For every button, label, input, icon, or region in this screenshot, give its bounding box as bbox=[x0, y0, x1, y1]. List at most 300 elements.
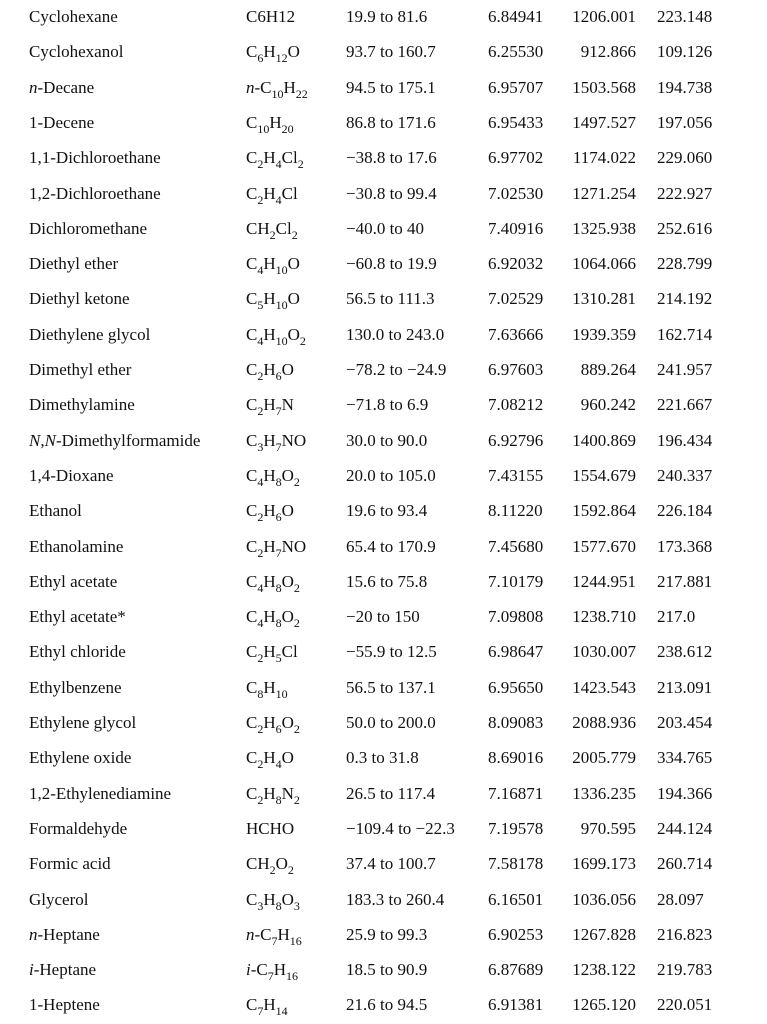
subscript-text: 20 bbox=[281, 121, 294, 136]
text-segment: C bbox=[246, 748, 258, 768]
text-segment: O bbox=[287, 324, 300, 344]
subscript-text: 16 bbox=[286, 969, 299, 984]
text-segment: O bbox=[281, 713, 294, 732]
text-segment: Dimethylamine bbox=[29, 395, 135, 415]
table-row bbox=[0, 671, 767, 705]
compound-name-cell bbox=[29, 395, 135, 415]
constant-a-cell: 7.43155 bbox=[488, 465, 544, 485]
table-row bbox=[0, 424, 767, 458]
constant-b-cell: 1238.122 bbox=[572, 960, 636, 980]
text-segment: Ethanol bbox=[29, 501, 82, 521]
compound-name-cell bbox=[29, 42, 123, 62]
formula-cell bbox=[246, 395, 294, 419]
text-segment: NO bbox=[281, 430, 307, 450]
constant-b-cell: 1497.527 bbox=[572, 112, 636, 132]
text-segment: C bbox=[246, 571, 258, 591]
constant-a-cell: 8.09083 bbox=[488, 713, 544, 732]
table-row bbox=[0, 530, 767, 564]
text-segment: Ethyl acetate* bbox=[29, 607, 126, 627]
subscript-text: 7 bbox=[275, 404, 282, 419]
constant-b-cell: 1939.359 bbox=[572, 324, 636, 344]
constant-a-cell: 7.09808 bbox=[488, 607, 544, 627]
subscript-text: 2 bbox=[297, 157, 304, 172]
text-segment: O bbox=[287, 254, 300, 274]
text-segment: O bbox=[281, 465, 294, 485]
constant-a-cell: 7.08212 bbox=[488, 395, 544, 415]
text-segment: H bbox=[283, 77, 296, 97]
compound-name-cell bbox=[29, 254, 118, 274]
subscript-text: 2 bbox=[257, 510, 264, 525]
temperature-range-cell: 56.5 to 137.1 bbox=[346, 677, 436, 697]
table-row bbox=[0, 282, 767, 316]
text-segment: C bbox=[246, 995, 258, 1015]
text-segment: Cyclohexanol bbox=[29, 42, 124, 62]
text-segment: H bbox=[263, 42, 276, 62]
subscript-text: 8 bbox=[275, 616, 282, 631]
text-segment: O bbox=[281, 501, 294, 521]
text-segment: 1-Heptene bbox=[29, 995, 100, 1015]
temperature-range-cell: −55.9 to 12.5 bbox=[346, 642, 437, 662]
constant-a-cell: 8.69016 bbox=[488, 748, 544, 768]
constant-b-cell: 1244.951 bbox=[572, 571, 636, 591]
subscript-text: 6 bbox=[275, 369, 282, 383]
formula-cell bbox=[246, 77, 308, 101]
constant-c-cell: 173.368 bbox=[657, 536, 713, 556]
formula-cell bbox=[246, 324, 306, 348]
text-segment: N,N bbox=[29, 430, 56, 450]
constant-a-cell: 6.84941 bbox=[488, 7, 544, 26]
formula-cell bbox=[246, 607, 300, 631]
constant-a-cell: 7.45680 bbox=[488, 536, 544, 556]
subscript-text: 8 bbox=[275, 792, 282, 807]
temperature-range-cell: 19.6 to 93.4 bbox=[346, 501, 428, 521]
constant-c-cell: 197.056 bbox=[657, 112, 713, 132]
text-segment: C bbox=[246, 607, 258, 627]
subscript-text: 10 bbox=[275, 333, 288, 348]
table-row bbox=[0, 741, 767, 775]
subscript-text: 7 bbox=[267, 969, 274, 984]
subscript-text: 7 bbox=[257, 1004, 264, 1019]
temperature-range-cell: 56.5 to 111.3 bbox=[346, 289, 435, 309]
text-segment: C bbox=[246, 324, 258, 344]
text-segment: C6H12 bbox=[246, 7, 296, 26]
text-segment: H bbox=[263, 148, 276, 168]
constant-b-cell: 1064.066 bbox=[572, 254, 636, 274]
table-row bbox=[0, 71, 767, 105]
constant-a-cell: 7.10179 bbox=[488, 571, 544, 591]
constant-c-cell: 217.881 bbox=[657, 571, 713, 591]
text-segment: H bbox=[263, 324, 276, 344]
temperature-range-cell: 94.5 to 175.1 bbox=[346, 77, 436, 97]
text-segment: 1-Decene bbox=[29, 112, 95, 132]
text-segment: O bbox=[281, 360, 294, 379]
temperature-range-cell: 30.0 to 90.0 bbox=[346, 430, 428, 450]
text-segment: H bbox=[263, 360, 276, 379]
constant-b-cell: 2088.936 bbox=[572, 713, 636, 732]
text-segment: -Heptane bbox=[33, 960, 97, 980]
text-segment: i bbox=[246, 960, 251, 980]
constant-c-cell: 221.667 bbox=[657, 395, 713, 415]
formula-cell bbox=[246, 536, 307, 560]
compound-name-cell bbox=[29, 925, 100, 945]
subscript-text: 4 bbox=[275, 157, 282, 172]
subscript-text: 2 bbox=[293, 792, 300, 807]
text-segment: H bbox=[263, 430, 276, 450]
text-segment: O bbox=[287, 289, 300, 309]
text-segment: H bbox=[263, 642, 276, 662]
constant-c-cell: 252.616 bbox=[657, 218, 713, 238]
compound-name-cell bbox=[29, 784, 171, 804]
text-segment: -Decane bbox=[37, 77, 95, 97]
text-segment: H bbox=[263, 748, 276, 768]
constant-a-cell: 6.98647 bbox=[488, 642, 544, 662]
subscript-text: 2 bbox=[257, 545, 264, 560]
text-segment: -Heptane bbox=[37, 924, 100, 944]
formula-cell bbox=[246, 677, 288, 701]
text-segment: Cl bbox=[281, 183, 298, 203]
compound-name-cell bbox=[29, 360, 131, 380]
subscript-text: 2 bbox=[257, 192, 264, 207]
text-segment: Diethylene glycol bbox=[29, 324, 151, 344]
constant-a-cell: 7.63666 bbox=[488, 324, 544, 344]
subscript-text: 8 bbox=[275, 474, 282, 489]
text-segment: H bbox=[269, 112, 282, 132]
temperature-range-cell: 20.0 to 105.0 bbox=[346, 465, 436, 485]
constant-c-cell: 214.192 bbox=[657, 289, 713, 309]
subscript-text: 8 bbox=[275, 580, 282, 595]
formula-cell bbox=[246, 889, 300, 913]
constant-b-cell: 1699.173 bbox=[572, 854, 636, 874]
temperature-range-cell: −71.8 to 6.9 bbox=[346, 395, 429, 415]
constant-c-cell: 216.823 bbox=[657, 924, 713, 944]
text-segment: Cl bbox=[281, 148, 298, 168]
text-segment: Diethyl ketone bbox=[29, 289, 130, 309]
compound-name-cell bbox=[29, 289, 130, 309]
subscript-text: 4 bbox=[275, 757, 282, 772]
formula-cell bbox=[246, 289, 300, 313]
table-row bbox=[0, 565, 767, 599]
table-row bbox=[0, 635, 767, 669]
temperature-range-cell: −20 to 150 bbox=[346, 607, 420, 627]
subscript-text: 10 bbox=[275, 263, 288, 278]
subscript-text: 2 bbox=[257, 369, 264, 383]
compound-name-cell bbox=[29, 184, 161, 204]
formula-cell bbox=[246, 713, 300, 736]
formula-cell bbox=[246, 642, 298, 666]
subscript-text: 2 bbox=[293, 616, 300, 631]
constant-a-cell: 7.40916 bbox=[488, 218, 544, 238]
subscript-text: 5 bbox=[275, 651, 282, 666]
constant-b-cell: 1030.007 bbox=[572, 642, 636, 662]
constant-c-cell: 244.124 bbox=[657, 818, 713, 838]
text-segment: H bbox=[263, 571, 276, 591]
compound-name-cell bbox=[29, 854, 111, 874]
constant-c-cell: 203.454 bbox=[657, 713, 713, 732]
text-segment: -C bbox=[254, 924, 272, 944]
text-segment: Ethylene glycol bbox=[29, 713, 137, 732]
subscript-text: 4 bbox=[257, 333, 264, 348]
constant-b-cell: 1310.281 bbox=[572, 289, 636, 309]
constant-c-cell: 334.765 bbox=[657, 748, 713, 768]
subscript-text: 2 bbox=[257, 722, 264, 736]
text-segment: C bbox=[246, 42, 258, 62]
compound-name-cell bbox=[29, 113, 94, 133]
constant-b-cell: 1267.828 bbox=[572, 924, 636, 944]
table-row bbox=[0, 777, 767, 811]
constant-b-cell: 1271.254 bbox=[572, 183, 636, 203]
text-segment: n bbox=[29, 924, 38, 944]
text-segment: Cyclohexane bbox=[29, 7, 118, 26]
compound-name-cell bbox=[29, 78, 94, 98]
temperature-range-cell: 86.8 to 171.6 bbox=[346, 112, 436, 132]
constant-a-cell: 6.87689 bbox=[488, 960, 544, 980]
subscript-text: 8 bbox=[275, 898, 282, 913]
subscript-text: 10 bbox=[275, 686, 288, 701]
text-segment: C bbox=[246, 395, 258, 415]
constant-c-cell: 217.0 bbox=[657, 607, 696, 627]
formula-cell bbox=[246, 254, 300, 278]
text-segment: Ethylbenzene bbox=[29, 677, 122, 697]
text-segment: i bbox=[29, 960, 34, 980]
temperature-range-cell: −109.4 to −22.3 bbox=[346, 818, 455, 838]
subscript-text: 8 bbox=[257, 686, 264, 701]
text-segment: H bbox=[263, 995, 276, 1015]
text-segment: CH bbox=[246, 854, 270, 874]
constant-c-cell: 213.091 bbox=[657, 677, 713, 697]
table-row bbox=[0, 459, 767, 493]
constant-b-cell: 1400.869 bbox=[572, 430, 636, 450]
subscript-text: 4 bbox=[257, 474, 264, 489]
compound-name-cell bbox=[29, 7, 118, 27]
text-segment: O bbox=[275, 854, 288, 874]
text-segment: n bbox=[246, 924, 255, 944]
temperature-range-cell: 93.7 to 160.7 bbox=[346, 42, 436, 62]
compound-name-cell bbox=[29, 325, 150, 345]
temperature-range-cell: −60.8 to 19.9 bbox=[346, 254, 437, 274]
constant-b-cell: 1423.543 bbox=[572, 677, 636, 697]
compound-name-cell bbox=[29, 572, 117, 592]
constant-a-cell: 6.95650 bbox=[488, 677, 544, 697]
temperature-range-cell: 130.0 to 243.0 bbox=[346, 324, 445, 344]
text-segment: C bbox=[246, 713, 258, 732]
constant-c-cell: 109.126 bbox=[657, 42, 713, 62]
subscript-text: 2 bbox=[257, 157, 264, 172]
table-row bbox=[0, 918, 767, 952]
formula-cell bbox=[246, 218, 298, 242]
table-row bbox=[0, 141, 767, 175]
subscript-text: 7 bbox=[275, 439, 282, 454]
text-segment: Dimethyl ether bbox=[29, 360, 132, 379]
text-segment: H bbox=[277, 924, 290, 944]
table-row bbox=[0, 0, 767, 34]
constant-b-cell: 1577.670 bbox=[572, 536, 636, 556]
constant-a-cell: 6.95707 bbox=[488, 77, 544, 97]
subscript-text: 4 bbox=[257, 263, 264, 278]
subscript-text: 2 bbox=[257, 651, 264, 666]
subscript-text: 2 bbox=[257, 757, 264, 772]
text-segment: H bbox=[263, 713, 276, 732]
formula-cell bbox=[246, 924, 302, 948]
constant-c-cell: 223.148 bbox=[657, 7, 713, 26]
subscript-text: 2 bbox=[293, 722, 300, 736]
constant-b-cell: 1592.864 bbox=[572, 501, 636, 521]
table-row bbox=[0, 988, 767, 1022]
formula-cell bbox=[246, 148, 304, 172]
temperature-range-cell: 18.5 to 90.9 bbox=[346, 960, 428, 980]
table-row bbox=[0, 600, 767, 634]
text-segment: O bbox=[281, 889, 294, 909]
constant-b-cell: 912.866 bbox=[580, 42, 636, 62]
text-segment: H bbox=[263, 183, 276, 203]
table-row bbox=[0, 353, 767, 387]
compound-name-cell bbox=[29, 713, 136, 733]
compound-name-cell bbox=[29, 466, 114, 486]
text-segment: H bbox=[263, 889, 276, 909]
text-segment: C bbox=[246, 889, 258, 909]
formula-cell bbox=[246, 819, 294, 839]
constant-c-cell: 226.184 bbox=[657, 501, 713, 521]
formula-cell bbox=[246, 995, 288, 1019]
constant-c-cell: 194.366 bbox=[657, 783, 713, 803]
subscript-text: 6 bbox=[275, 722, 282, 736]
subscript-text: 22 bbox=[295, 86, 308, 101]
text-segment: Ethanolamine bbox=[29, 536, 124, 556]
constant-b-cell: 1036.056 bbox=[572, 889, 636, 909]
text-segment: O bbox=[281, 748, 294, 768]
compound-name-cell bbox=[29, 642, 126, 662]
text-segment: H bbox=[263, 289, 276, 309]
constant-a-cell: 6.97603 bbox=[488, 360, 544, 379]
formula-cell bbox=[246, 7, 295, 27]
text-segment: n bbox=[246, 77, 255, 97]
constant-b-cell: 970.595 bbox=[580, 818, 636, 838]
temperature-range-cell: 26.5 to 117.4 bbox=[346, 783, 436, 803]
text-segment: O bbox=[281, 607, 294, 627]
text-segment: Ethyl chloride bbox=[29, 642, 126, 662]
table-row bbox=[0, 212, 767, 246]
subscript-text: 10 bbox=[271, 86, 284, 101]
formula-cell bbox=[246, 183, 298, 207]
compound-name-cell bbox=[29, 819, 127, 839]
text-segment: H bbox=[263, 607, 276, 627]
table-row bbox=[0, 318, 767, 352]
constant-c-cell: 222.927 bbox=[657, 183, 713, 203]
constant-c-cell: 240.337 bbox=[657, 465, 713, 485]
constant-c-cell: 220.051 bbox=[657, 995, 713, 1015]
subscript-text: 2 bbox=[299, 333, 306, 348]
subscript-text: 2 bbox=[293, 580, 300, 595]
constant-a-cell: 6.90253 bbox=[488, 924, 544, 944]
constant-a-cell: 6.95433 bbox=[488, 112, 544, 132]
constant-b-cell: 1174.022 bbox=[572, 148, 636, 168]
temperature-range-cell: 50.0 to 200.0 bbox=[346, 713, 436, 732]
subscript-text: 2 bbox=[291, 227, 298, 242]
table-row bbox=[0, 847, 767, 881]
constant-c-cell: 196.434 bbox=[657, 430, 713, 450]
formula-cell bbox=[246, 783, 300, 807]
constant-b-cell: 1238.710 bbox=[572, 607, 636, 627]
text-segment: -C bbox=[250, 960, 268, 980]
constant-b-cell: 1554.679 bbox=[572, 465, 636, 485]
compound-name-cell bbox=[29, 678, 122, 698]
text-segment: H bbox=[263, 677, 276, 697]
text-segment: C bbox=[246, 677, 258, 697]
temperature-range-cell: −78.2 to −24.9 bbox=[346, 360, 447, 379]
text-segment: Cl bbox=[281, 642, 298, 662]
constant-a-cell: 7.19578 bbox=[488, 818, 544, 838]
temperature-range-cell: −38.8 to 17.6 bbox=[346, 148, 437, 168]
compound-name-cell bbox=[29, 148, 161, 168]
text-segment: C bbox=[246, 148, 258, 168]
temperature-range-cell: 15.6 to 75.8 bbox=[346, 571, 428, 591]
constant-a-cell: 7.02530 bbox=[488, 183, 544, 203]
constant-a-cell: 6.91381 bbox=[488, 995, 544, 1015]
text-segment: Dichloromethane bbox=[29, 218, 148, 238]
compound-name-cell bbox=[29, 431, 200, 451]
formula-cell bbox=[246, 360, 294, 383]
table-row bbox=[0, 494, 767, 528]
constant-a-cell: 8.11220 bbox=[488, 501, 543, 521]
subscript-text: 5 bbox=[257, 298, 264, 313]
formula-cell bbox=[246, 430, 307, 454]
subscript-text: 3 bbox=[257, 439, 264, 454]
formula-cell bbox=[246, 854, 294, 878]
temperature-range-cell: 65.4 to 170.9 bbox=[346, 536, 436, 556]
constant-c-cell: 194.738 bbox=[657, 77, 713, 97]
subscript-text: 12 bbox=[275, 51, 288, 66]
text-segment: HCHO bbox=[246, 818, 295, 838]
temperature-range-cell: −40.0 to 40 bbox=[346, 218, 425, 238]
subscript-text: 2 bbox=[293, 474, 300, 489]
table-row bbox=[0, 35, 767, 69]
temperature-range-cell: −30.8 to 99.4 bbox=[346, 183, 437, 203]
subscript-text: 7 bbox=[271, 933, 278, 948]
table-row bbox=[0, 106, 767, 140]
text-segment: Ethylene oxide bbox=[29, 748, 132, 768]
subscript-text: 6 bbox=[275, 510, 282, 525]
text-segment: C bbox=[246, 501, 258, 521]
text-segment: O bbox=[281, 571, 294, 591]
constant-a-cell: 7.02529 bbox=[488, 289, 544, 309]
constant-a-cell: 6.25530 bbox=[488, 42, 544, 62]
compound-name-cell bbox=[29, 537, 123, 557]
text-segment: NO bbox=[281, 536, 307, 556]
text-segment: Glycerol bbox=[29, 889, 89, 909]
constant-c-cell: 219.783 bbox=[657, 960, 713, 980]
temperature-range-cell: 183.3 to 260.4 bbox=[346, 889, 445, 909]
compound-name-cell bbox=[29, 995, 100, 1015]
constant-a-cell: 6.97702 bbox=[488, 148, 544, 168]
text-segment: C bbox=[246, 465, 258, 485]
text-segment: H bbox=[263, 783, 276, 803]
constant-c-cell: 162.714 bbox=[657, 324, 713, 344]
text-segment: C bbox=[246, 430, 258, 450]
text-segment: H bbox=[263, 254, 276, 274]
text-segment: Formaldehyde bbox=[29, 818, 128, 838]
compound-name-cell bbox=[29, 607, 126, 627]
subscript-text: 10 bbox=[275, 298, 288, 313]
formula-cell bbox=[246, 112, 294, 136]
subscript-text: 14 bbox=[275, 1004, 288, 1019]
constant-a-cell: 7.58178 bbox=[488, 854, 544, 874]
subscript-text: 4 bbox=[257, 580, 264, 595]
subscript-text: 4 bbox=[257, 616, 264, 631]
constant-a-cell: 6.16501 bbox=[488, 889, 544, 909]
subscript-text: 2 bbox=[269, 227, 276, 242]
subscript-text: 10 bbox=[257, 121, 270, 136]
constant-b-cell: 1503.568 bbox=[572, 77, 636, 97]
text-segment: C bbox=[246, 289, 258, 309]
